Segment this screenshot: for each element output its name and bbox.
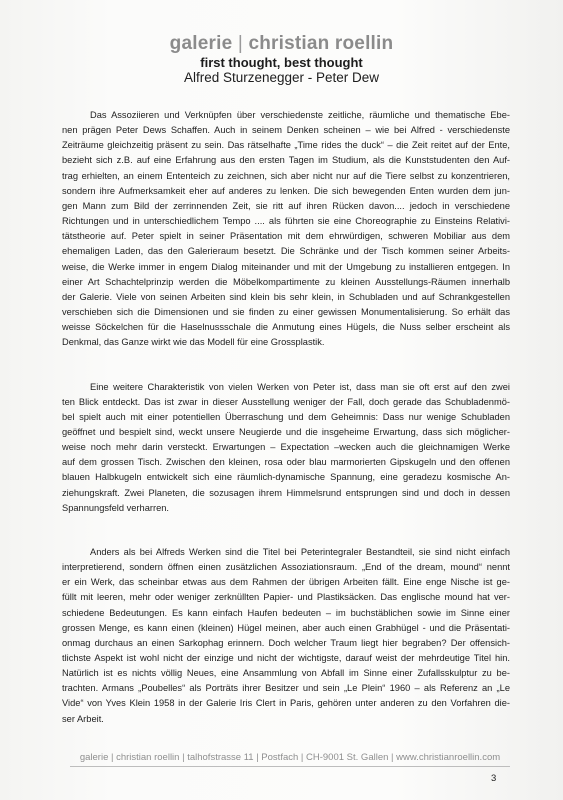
text-line: sondern ihre Aufmerksamkeit eher auf anderes zu lenken. Die sich bewegenden Enten wurden dem jun- — [62, 185, 510, 196]
text-line: er ein Werk, das scheinbar etwas aus dem Rahmen der übrigen Arbeiten fällt. Eine enge Nische ist ge- — [62, 577, 510, 588]
text-line: weise noch mehr darin versteckt. Erwartungen – Expectation –wecken auch die gleichnamigen Werke — [62, 442, 510, 453]
text-line: ser Arbeit. — [62, 713, 104, 724]
text-line: auf dem grossen Tisch. Zwischen den kleinen, rosa oder blau marmorierten Gipskugeln und den offenen — [62, 457, 510, 468]
text-line: der Galerie. Viele von seinen Arbeiten sind klein bis sehr klein, in Schubladen und auf Schrankgestellen — [62, 291, 510, 302]
text-line: trachten. Armans „Poubelles“ als Porträts ihrer Besitzer und sein „Le Plein“ 1960 – als Referenz an „Le — [62, 683, 510, 694]
text-line: Richtungen und in unterschiedlichem Tempo .... als führten sie eine Choreographie zu Einsteins Relativi- — [62, 216, 510, 227]
gallery-logo — [0, 34, 563, 54]
text-line: weise, die Werke immer in engem Dialog miteinander und mit der Umgebung zu installieren entgegen. In — [62, 261, 510, 272]
text-line: Anders als bei Alfreds Werken sind die Titel bei Peterintegraler Bestandteil, sie sind nicht einfach — [90, 546, 510, 557]
brand-name-right: christian roellin — [248, 33, 394, 54]
footer-address: galerie | christian roellin | talhofstrasse 11 | Postfach | CH-9001 St. Gallen | www.christianroellin.com — [79, 752, 501, 763]
text-line: bezieht sich z.B. auf eine Erfahrung aus den ersten Tagen im Studium, als die Kunststudenten den Auf- — [62, 155, 510, 166]
paragraph — [62, 545, 510, 727]
text-line: verschieben sich die Dimensionen und sie finden zu einer gewissen Monumentalisierung. So erhält das — [62, 307, 510, 318]
text-line: interpretierend, sondern öffnen einen zusätzlichen Assoziationsraum. „End of the dream, mound“ nennt — [62, 562, 510, 573]
text-line: ziehungskraft. Zwei Planeten, die sozusagen ihrem Himmelsrund entsprungen sind und doch in dessen — [62, 487, 510, 498]
text-line: gen Mann zum Bild der zerrinnenden Zeit, sie ritt auf ihren Rücken davon.... jedoch in verschiedene — [62, 200, 510, 211]
text-line: geöffnet und bespielt sind, weckt unsere Neugierde und die insgeheime Erwartung, dass sich möglicher- — [62, 426, 510, 437]
text-line: schiedene Bedeutungen. Es kann einfach Haufen bedeuten – im buchstäblichen sowie im Sinne einer — [62, 607, 510, 618]
text-line: ehemaligen Laden, das den Galerieraum besetzt. Die Schränke und der Tisch kommen seiner Arbeits- — [62, 246, 510, 257]
exhibition-title: first thought, best thought — [200, 55, 363, 70]
text-line: ten Blick entdeckt. Das ist zwar in dieser Ausstellung weniger der Fall, doch gerade das Schubladenmö- — [62, 396, 510, 407]
page-number: 3 — [491, 773, 497, 784]
paragraph — [62, 380, 510, 516]
text-line: Vide“ von Yves Klein 1958 in der Galerie Iris Clert in Paris, gehören unter anderen zu den Vorfahren die- — [62, 698, 510, 709]
text-line: Spannungsfeld verharren. — [62, 502, 169, 513]
body-text — [62, 108, 510, 727]
text-line: füllt mit leeren, mehr oder weniger zerknüllten Papier- und Plastiksäcken. Das englische mound hat ver- — [62, 592, 510, 603]
letterhead — [0, 34, 563, 86]
text-line: onmag durchaus an einen Sarkophag erinnern. Doch welcher Traum liegt hier begraben? Der offensich- — [62, 637, 510, 648]
text-line: blauen Halbkugeln entwickelt sich eine räumlich-dynamische Spannung, eine geradezu kosmische An- — [62, 472, 510, 483]
text-line: Denkmal, das Ganze wirkt wie das Modell für eine Grossplastik. — [62, 337, 325, 348]
artists-line: Alfred Sturzenegger - Peter Dew — [183, 70, 380, 85]
paragraph — [62, 108, 510, 351]
text-line: Zeiträume gleichzeitig präsent zu sein. Das rätselhafte „Time rides the duck“ – die Zeit reitet auf der Ente, — [62, 140, 510, 151]
text-line: Das Assoziieren und Verknüpfen über verschiedenste zeitliche, räumliche und thematische Ebe- — [90, 110, 510, 120]
text-line: bel spielt auch mit einer potentiellen Überraschung und dem Geheimnis: Dass nur wenige Schubladen — [62, 411, 510, 422]
text-line: trag erhielten, an einem Ententeich zu zeichnen, sich aber nicht nur auf die Tiere selbst zu konzentrieren, — [62, 170, 510, 181]
text-line: Natürlich ist es nichts völlig Neues, eine Ansammlung von Abfall im Sinne einer Zufallsskulptur zu be- — [62, 668, 510, 679]
text-line: tlichste Aspekt ist wohl nicht der einzige und nicht der wichtigste, darauf weist der mehrdeutige Titel hin. — [62, 653, 510, 663]
footer-divider — [70, 766, 510, 767]
text-line: tätstheorie auf. Peter spielt in seiner Präsentation mit dem ehrwürdigen, schweren Mobiliar aus dem — [62, 231, 510, 242]
text-line: Eine weitere Charakteristik von vielen Werken von Peter ist, dass man sie oft erst auf den zwei — [90, 381, 510, 392]
text-line: einer Art Schachtelprinzip werden die Möbelkompartimente zu kleinen Ausstellungs-Räumen innerhalb — [62, 276, 510, 287]
brand-separator: | — [232, 33, 249, 54]
text-line: grossen Menge, es kann einen (kleinen) Hügel meinen, aber auch einen Grabhügel - und die Präsentati- — [62, 622, 510, 633]
brand-name-left: galerie — [169, 33, 233, 54]
text-line: nen prägen Peter Dews Schaffen. Auch in seinem Denken scheinen – wie bei Alfred - verschiedenste — [62, 125, 510, 136]
text-line: weisse Söckelchen für die Haselnussschale die Anmutung eines Hügels, die Nuss selber erscheint als — [62, 322, 510, 333]
